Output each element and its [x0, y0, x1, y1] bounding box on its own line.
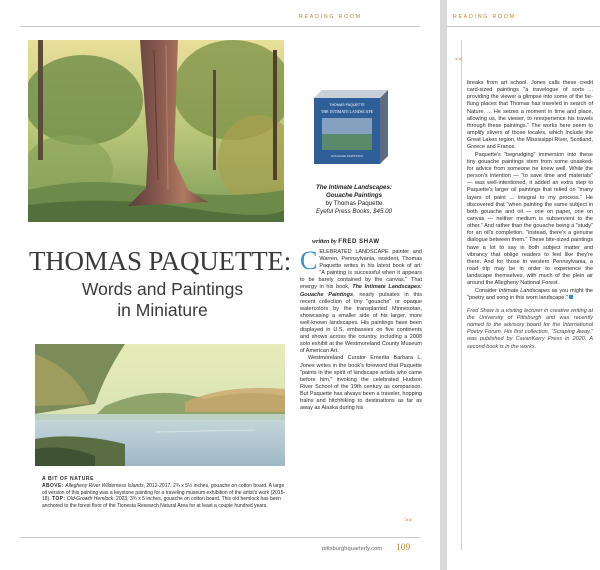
book-cover-subtitle: GOUACHE PAINTINGS	[331, 154, 363, 158]
book-info	[298, 184, 410, 216]
allegheny-river-painting	[35, 344, 285, 466]
caption-heading: A BIT OF NATURE	[42, 476, 95, 482]
title-line-3: in Miniature	[117, 300, 208, 320]
back-arrow-link[interactable]: <<	[455, 57, 463, 63]
page-number: 109	[396, 543, 411, 553]
footer-url[interactable]: pittsburghquarterly.com	[322, 546, 383, 552]
body-paragraph-2: Westmoreland Curator Emerita Barbara L. Jones writes in the book's foreword that Paquette "paints in the spirit of landscape artists who came before him," invoking the celebrated Hudson River School of the 19th century as comparison. But Paquette has always been a traveler, hopping trains and hitchhiking to destinations as far as away as Alaska during his	[300, 355, 422, 412]
author-bio: Fred Shaw is a visiting lecturer in creative writing at the University of Pittsburgh and was recently named to the advisory board for the International Poetry Forum. His first collection, "Scraping Away," was published by CavanKerry Press in 2020. A second book is in the works.	[467, 307, 593, 350]
title-line-2: Words and Paintings	[81, 279, 244, 299]
right-paragraph-3: Consider Intimate Landscapes as you might the "poetry and song in this worn landscape."	[467, 287, 593, 301]
right-body-column	[467, 80, 593, 351]
section-label-right: READING ROOM	[453, 14, 516, 20]
byline: written by FRED SHAW	[312, 239, 380, 245]
lead-paragraph: CELEBRATED LANDSCAPE painter and Warren, Pennsylvania, resident, Thomas Paquette writes in his latest book of art: "A painting is successful when it appears to be barely contained by the canvas." That energy in his book, The Intimate Landscapes: Gouache Paintings, nearly pulsates in this recent collection of tiny "gouache" or opaque watercolors by the transplanted Minnesotan, showcasing a smaller side of his larger, more well-known landscapes. His paintings have been displayed in U.S. embassies on five continents and shows across the country, including a 2008 solo exhibit at the Westmoreland County Museum of American Art.	[300, 246, 422, 355]
image-caption	[42, 476, 286, 509]
book-info-publisher: Eyeful Press Books, $45.00	[315, 208, 392, 215]
header-rule	[20, 26, 420, 27]
column-rule	[461, 40, 462, 550]
section-label: READING ROOM	[299, 14, 362, 20]
header-rule-right	[447, 26, 600, 27]
book-info-author: by Thomas Paquette	[325, 200, 383, 207]
caption-above: ABOVE: Allegheny River Wilderness Islands, 2012-2017, 2¾ x 5½ inches, gouache on cotton board. A large oil version of this painting was a keystone painting for a traveling museum exhibition of the artist's work (2015-18). TOP: Old-Growth Hemlock, 2023, 3¾ x 5 inches, gouache on cotton board. This old hemlock has been anchored to the forest floor of the Tionesta Research Natural Area for at least a couple hundred years.	[42, 483, 286, 509]
title-line-1: THOMAS PAQUETTE:	[28, 246, 292, 276]
book-info-title-line2: Gouache Paintings	[325, 192, 383, 199]
book-info-title-line1: The Intimate Landscapes:	[316, 184, 392, 191]
article-title	[20, 245, 300, 277]
right-paragraph-2: Paquette's "begrudging" immersion into these tiny gouache paintings stem from some unasked-for advice from someone he knew well. While the person's intention — "to save time and materials" — was well-intentioned, it added an extra step to Paquette's larger oil paintings that relied on "many layers of paint ... integral to my process." He discovered that "when painting the same subject in both gouache and oil — one on paper, one on canvas — neither medium is subservient to the other." And rather than the gouache being a "study" for an oil's completion, "instead, there's a genuine dialogue between them." These bite-sized paintings have a lot to say in both subject matter and vibrancy that oblige readers to feel like they're there. And for those in western Pennsylvania, a road trip may be in order to experience the landscape themselves, with much of the plein air around the Allegheny National Forest.	[467, 151, 593, 287]
right-paragraph-1: breaks from art school. Jones calls these credit card-sized paintings "a travelogue of sorts ... providing the viewer a glimpse into some of the far-flung places that Thomas has traveled in search of Nature. ... He seizes a moment in time and place, allowing us, the viewer, to reexperience his travels through these paintings." The works here seem to amplify slivers of those locales, which include the Great Lakes region, the Mississippi River, Scotland, Greece and France.	[467, 80, 593, 151]
article-body-column	[300, 246, 422, 412]
continue-arrow-link[interactable]: >>	[405, 518, 413, 524]
article-subtitle	[20, 279, 305, 321]
drop-cap: C	[300, 246, 318, 275]
book-cover-author: THOMAS PAQUETTE	[329, 103, 365, 107]
book-cover-title: THE INTIMATE LANDSCAPE	[320, 109, 374, 114]
book-cover-image	[312, 88, 392, 164]
right-page	[447, 0, 600, 570]
old-growth-hemlock-painting	[28, 40, 284, 222]
end-mark	[569, 295, 573, 299]
footer-rule	[20, 537, 420, 538]
